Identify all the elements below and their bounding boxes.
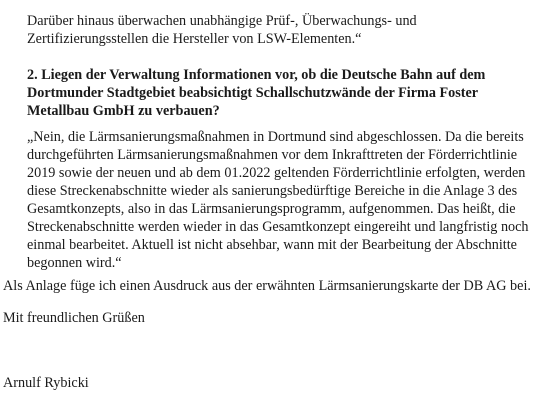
answer-quote-line: durchgeführten Lärmsanierungsmaßnahmen vor dem Inkrafttreten der Förderrichtlinie <box>27 147 518 163</box>
signature <box>3 374 555 392</box>
attachment-note <box>3 277 555 295</box>
attachment-note-text: Als Anlage füge ich einen Ausdruck aus der erwähnten Lärmsanierungskarte der DB AG bei. <box>3 278 531 294</box>
answer-quote-line: „Nein, die Lärmsanierungsmaßnahmen in Dortmund sind abgeschlossen. Da die bereits <box>27 129 524 145</box>
answer-quote-line: Streckenabschnitte werden wieder in das Gesamtkonzept eingereiht und langfristig noch <box>27 219 529 235</box>
question-heading-line: Metallbau GmbH zu verbauen? <box>27 103 220 119</box>
quote-intro <box>27 12 555 48</box>
signature-name: Arnulf Rybicki <box>3 375 89 391</box>
quote-intro-line: Darüber hinaus überwachen unabhängige Prüf-, Überwachungs- und <box>27 13 417 29</box>
answer-quote-line: 2019 sowie der neuen und ab dem 01.2022 geltenden Förderrichtlinie erfolgten, werden <box>27 165 526 181</box>
question-heading-line: Dortmunder Stadtgebiet beabsichtigt Schallschutzwände der Firma Foster <box>27 85 479 101</box>
question-heading-line: 2. Liegen der Verwaltung Informationen vor, ob die Deutsche Bahn auf dem <box>27 67 486 83</box>
quote-intro-line: Zertifizierungsstellen die Hersteller von LSW-Elementen.“ <box>27 31 362 47</box>
answer-quote-line: begonnen wird.“ <box>27 255 122 271</box>
answer-quote <box>27 128 555 272</box>
answer-quote-line: einmal bearbeitet. Aktuell ist nicht absehbar, wann mit der Bearbeitung der Abschnitte <box>27 237 517 253</box>
closing <box>3 309 555 327</box>
question-heading <box>27 66 555 120</box>
answer-quote-line: diese Streckenabschnitte wieder als sanierungsbedürftige Bereiche in die Anlage 3 des <box>27 183 518 199</box>
closing-text: Mit freundlichen Grüßen <box>3 310 145 326</box>
answer-quote-line: Gesamtkonzepts, also in das Lärmsanierungsprogramm, aufgenommen. Das heißt, die <box>27 201 516 217</box>
